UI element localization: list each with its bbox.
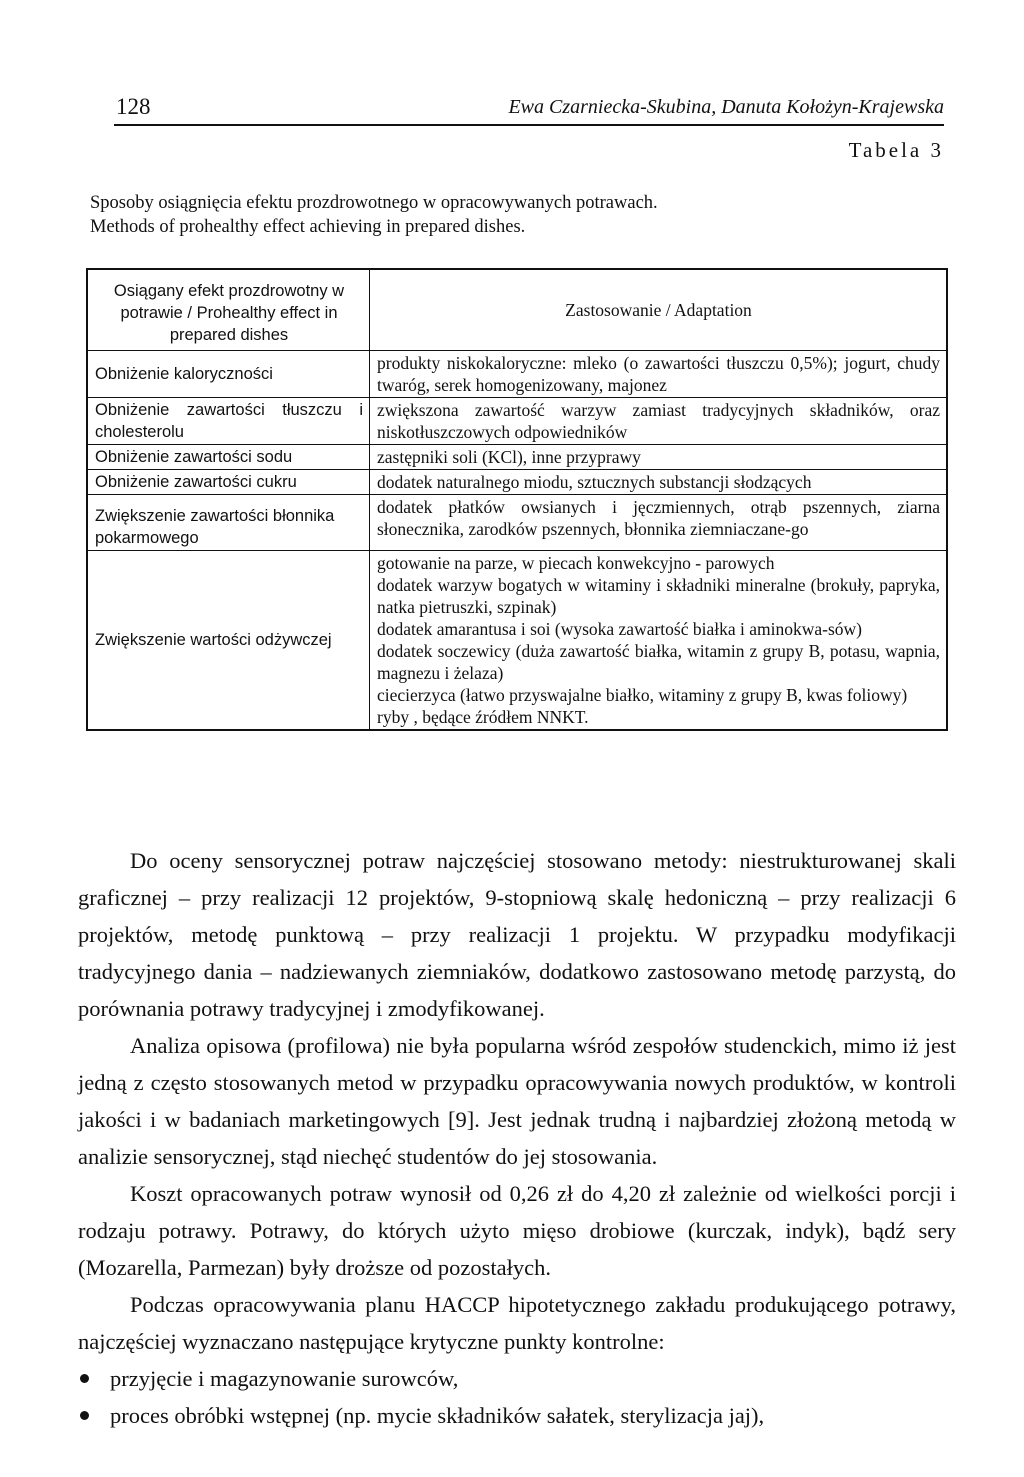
paragraph: Do oceny sensorycznej potraw najczęściej stosowano metody: niestrukturowanej skali graficznej – przy realizacji 12 projektów, 9-stopniową skalę hedoniczną – przy realizacji 6 projektów, metodę punktową – przy realizacji 1 projektu. W przypadku modyfikacji tradycyjnego dania – nadziewanych ziemniaków, dodatkowo zastosowano metodę parzystą, do porównania potrawy tradycyjnej i zmodyfikowanej. [78,848,956,1021]
col1-header: Osiągany efekt prozdrowotny w potrawie / Prohealthy effect in prepared dishes [87,269,370,351]
caption-english: Methods of prohealthy effect achieving in prepared dishes. [90,217,526,237]
row-adaptation-list [370,551,948,731]
caption-polish: Sposoby osiągnięcia efektu prozdrowotnego w opracowywanych potrawach. [90,193,658,213]
row-adaptation: dodatek płatków owsianych i jęczmiennych, otrąb pszennych, ziarna słonecznika, zarodków pszennych, błonnika ziemniaczane-go [370,495,948,551]
paragraph: Koszt opracowanych potraw wynosił od 0,26 zł do 4,20 zł zależnie od wielkości porcji i rodzaju potrawy. Potrawy, do których użyto mięso drobiowe (kurczak, indyk), bądź sery (Mozarella, Parmezan) były droższe od pozostałych. [78,1181,956,1280]
table-row [87,495,947,551]
row-effect: Obniżenie zawartości sodu [87,445,370,470]
row-adaptation: zwiększona zawartość warzyw zamiast tradycyjnych składników, oraz niskotłuszczowych odpowiedników [370,398,948,445]
adaptation-line: ciecierzyca (łatwo przyswajalne białko, witaminy z grupy B, kwas foliowy) [377,685,908,705]
methods-table [86,268,948,731]
table-row [87,470,947,495]
row-effect: Obniżenie zawartości tłuszczu i cholesterolu [87,398,370,445]
row-adaptation: produkty niskokaloryczne: mleko (o zawartości tłuszczu 0,5%); jogurt, chudy twaróg, serek homogenizowany, majonez [370,351,948,398]
col2-header: Zastosowanie / Adaptation [370,269,948,351]
table-label: Tabela 3 [848,138,944,162]
table-row [87,445,947,470]
adaptation-line: ryby , będące źródłem NNKT. [377,707,589,727]
running-head-authors: Ewa Czarniecka-Skubina, Danuta Kołożyn-Krajewska [508,96,944,118]
list-item: proces obróbki wstępnej (np. mycie składników sałatek, sterylizacja jaj), [78,1397,956,1434]
table-row [87,351,947,398]
row-effect: Zwiększenie zawartości błonnika pokarmowego [87,495,370,551]
adaptation-line: gotowanie na parze, w piecach konwekcyjno - parowych [377,553,775,573]
row-adaptation: zastępniki soli (KCl), inne przyprawy [370,445,948,470]
table-row [87,551,947,731]
adaptation-line: dodatek soczewicy (duża zawartość białka, witamin z grupy B, potasu, wapnia, magnezu i żelaza) [377,641,940,683]
paragraph: Podczas opracowywania planu HACCP hipotetycznego zakładu produkującego potrawy, najczęściej wyznaczano następujące krytyczne punkty kontrolne: [78,1292,956,1354]
page-header [114,94,944,126]
row-adaptation: dodatek naturalnego miodu, sztucznych substancji słodzących [370,470,948,495]
body-text [78,842,956,1434]
page-number: 128 [116,94,151,119]
adaptation-line: dodatek warzyw bogatych w witaminy i składniki mineralne (brokuły, papryka, natka pietruszki, szpinak) [377,575,940,617]
bullet-list [78,1360,956,1434]
table-header-row [87,269,947,351]
row-effect: Obniżenie kaloryczności [87,351,370,398]
table-row [87,398,947,445]
row-effect: Zwiększenie wartości odżywczej [87,551,370,731]
table-caption [90,191,658,239]
adaptation-line: dodatek amarantusa i soi (wysoka zawartość białka i aminokwa-sów) [377,619,862,639]
list-item: przyjęcie i magazynowanie surowców, [78,1360,956,1397]
row-effect: Obniżenie zawartości cukru [87,470,370,495]
paragraph: Analiza opisowa (profilowa) nie była popularna wśród zespołów studenckich, mimo iż jest jedną z często stosowanych metod w przypadku opracowywania nowych produktów, w kontroli jakości i w badaniach marketingowych [9]. Jest jednak trudną i najbardziej złożoną metodą w analizie sensorycznej, stąd niechęć studentów do jej stosowania. [78,1033,956,1169]
